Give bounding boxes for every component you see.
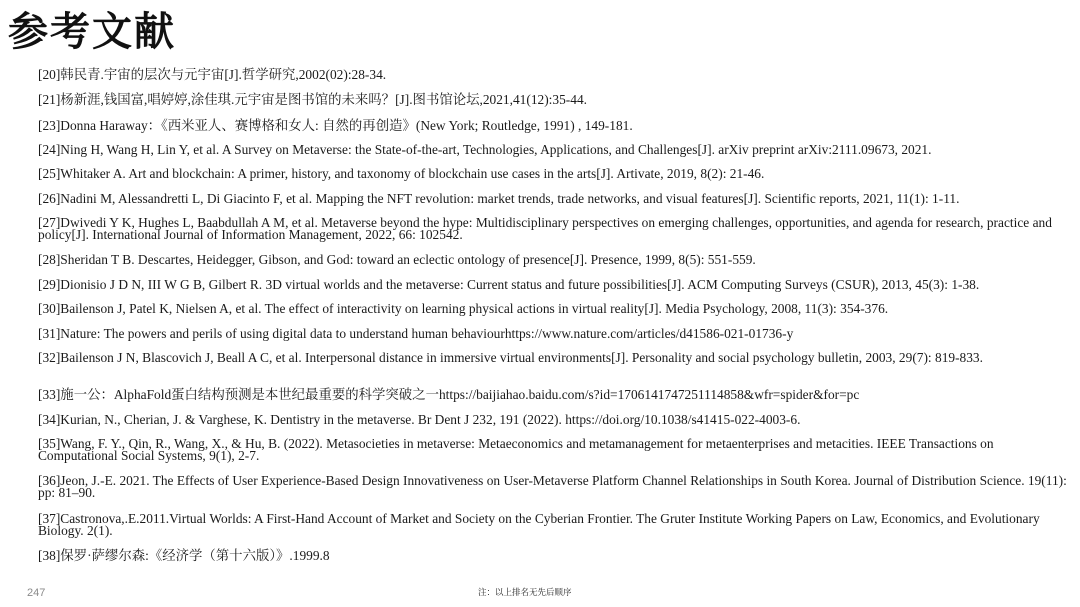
reference-31: [31]Nature: The powers and perils of using digital data to understand human behaviourhttps://www.nature.com/articles/d41586-021-01736-y: [38, 326, 794, 341]
reference-38: [38]保罗·萨缪尔森:《经济学（第十六版）》.1999.8: [38, 548, 330, 563]
reference-24: [24]Ning H, Wang H, Lin Y, et al. A Survey on Metaverse: the State-of-the-art, Technologies, Applications, and Challenges[J]. arXiv preprint arXiv:2111.09673, 2021.: [38, 142, 932, 157]
reference-30: [30]Bailenson J, Patel K, Nielsen A, et al. The effect of interactivity on learning physical actions in virtual reality[J]. Media Psychology, 2008, 11(3): 354-376.: [38, 301, 889, 316]
reference-33: [33]施一公：AlphaFold蛋白结构预测是本世纪最重要的科学突破之一https://baijiahao.baidu.com/s?id=1706141747251114858&wfr=spider&for=pc: [38, 387, 860, 402]
reference-20: [20]韩民青.宇宙的层次与元宇宙[J].哲学研究,2002(02):28-34.: [38, 67, 387, 82]
reference-21: [21]杨新涯,钱国富,唱婷婷,涂佳琪.元宇宙是图书馆的未来吗？[J].图书馆论坛,2021,41(12):35-44.: [38, 92, 587, 107]
reference-23: [23]Donna Haraway：《西米亚人、赛博格和女人: 自然的再创造》(New York; Routledge, 1991) , 149-181.: [38, 118, 633, 133]
reference-34: [34]Kurian, N., Cherian, J. & Varghese, K. Dentistry in the metaverse. Br Dent J 232, 191 (2022). https://doi.org/10.1038/s41415-022-4003-6.: [38, 412, 801, 427]
reference-36: [36]Jeon, J.-E. 2021. The Effects of User Experience-Based Design Innovativeness on User-Metaverse Platform Channel Relationships in South Korea. Journal of Distribution Science. 19(11): pp: 81–90.: [38, 473, 1067, 500]
reference-37: [37]Castronova,.E.2011.Virtual Worlds: A First-Hand Account of Market and Society on the Cyberian Frontier. The Gruter Institute Working Papers on Law, Economics, and Evolutionary Biology. 2(1).: [38, 511, 1040, 538]
reference-25: [25]Whitaker A. Art and blockchain: A primer, history, and taxonomy of blockchain use cases in the arts[J]. Artivate, 2019, 8(2): 21-46.: [38, 166, 765, 181]
page-number: 247: [27, 587, 46, 599]
reference-35: [35]Wang, F. Y., Qin, R., Wang, X., & Hu, B. (2022). Metasocieties in metaverse: Metaeconomics and metamanagement for metaenterprises and metacities. IEEE Transactions on Computational Social Systems, 9(1), 2-7.: [38, 436, 994, 463]
reference-26: [26]Nadini M, Alessandretti L, Di Giacinto F, et al. Mapping the NFT revolution: market trends, trade networks, and visual features[J]. Scientific reports, 2021, 11(1): 1-11.: [38, 191, 960, 206]
page-title: 参考文献: [8, 9, 176, 55]
reference-27: [27]Dwivedi Y K, Hughes L, Baabdullah A M, et al. Metaverse beyond the hype: Multidisciplinary perspectives on emerging challenges, opportunities, and agenda for research, practice and policy[J]. International Journal of Information Management, 2022, 66: 102542.: [38, 215, 1052, 242]
reference-32: [32]Bailenson J N, Blascovich J, Beall A C, et al. Interpersonal distance in immersive virtual environments[J]. Personality and social psychology bulletin, 2003, 29(7): 819-833.: [38, 350, 983, 365]
reference-28: [28]Sheridan T B. Descartes, Heidegger, Gibson, and God: toward an eclectic ontology of presence[J]. Presence, 1999, 8(5): 551-559.: [38, 252, 756, 267]
footnote: 注：以上排名无先后顺序: [478, 588, 572, 598]
reference-29: [29]Dionisio J D N, III W G B, Gilbert R. 3D virtual worlds and the metaverse: Current status and future possibilities[J]. ACM Computing Surveys (CSUR), 2013, 45(3): 1-38.: [38, 277, 980, 292]
